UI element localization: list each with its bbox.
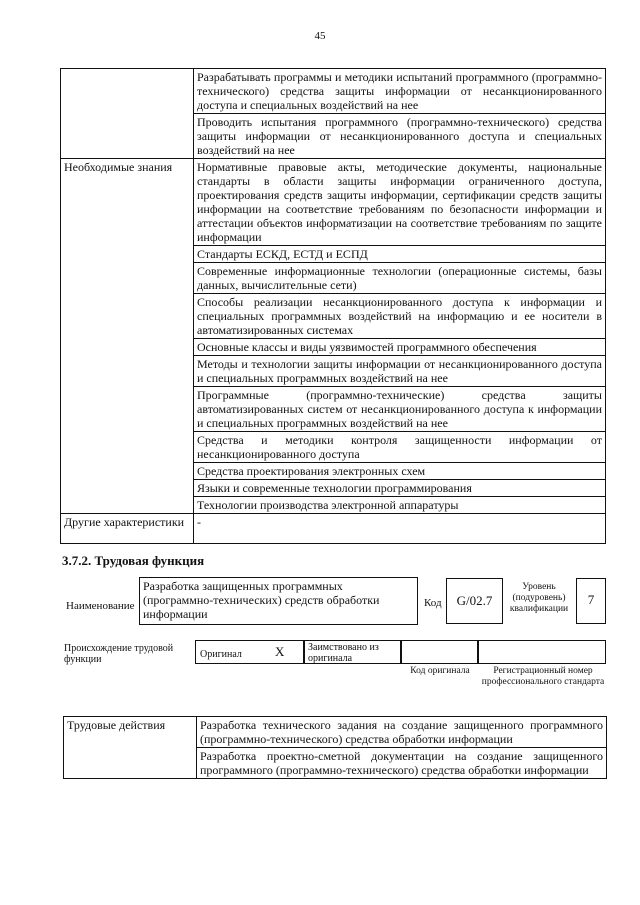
row-label-actions: Трудовые действия [64,717,197,779]
row-text: Основные классы и виды уязвимостей программного обеспечения [194,339,606,356]
code-label: Код [424,597,442,609]
page-number: 45 [314,30,326,42]
original-label: Оригинал [200,649,242,660]
labor-actions-table [63,716,607,779]
table-row [61,159,606,246]
code-original-caption: Код оригинала [410,666,470,676]
function-code-box: G/02.7 [446,578,503,624]
original-box [195,640,304,664]
row-text: Методы и технологии защиты информации от несанкционированного доступа и специальных программных воздействий на нее [194,356,606,387]
row-label-knowledge: Необходимые знания [61,159,194,514]
table-row [61,514,606,544]
section-title: 3.7.2. Трудовая функция [62,553,205,568]
skills-knowledge-table [60,68,606,544]
row-text: Современные информационные технологии (операционные системы, базы данных, вычислительные сети) [194,263,606,294]
row-text: Программные (программно-технические) средства защиты автоматизированных систем от несанкционированного доступа к информации и специальных программных воздействий на нее [194,387,606,432]
row-text: Средства проектирования электронных схем [194,463,606,480]
name-label: Наименование [66,600,135,612]
row-label-other: Другие характеристики [61,514,194,544]
origin-label: Происхождение трудовой функции [64,643,174,665]
row-text: Проводить испытания программного (программно-технического) средства защиты информации от несанкционированного доступа и специальных воздействий на нее [194,114,606,159]
row-text: - [194,514,606,544]
row-text: Разрабатывать программы и методики испытаний программного (программно-технического) средства защиты информации от несанкционированного доступа и специальных воздействий на нее [194,69,606,114]
row-text: Стандарты ЕСКД, ЕСТД и ЕСПД [194,246,606,263]
row-text: Нормативные правовые акты, методические документы, национальные стандарты в области защиты информации ограниченного доступа, проектирования средств защиты информации, сертификации средств защиты информации на соответствие требованиям по безопасности информации и аттестации объектов информатизации на соответствие требованиям по защите информации [194,159,606,246]
reg-number-box[interactable] [478,640,606,664]
row-text: Способы реализации несанкционированного доступа к информации и специальных программных воздействий на информацию и ее носители в автоматизированных системах [194,294,606,339]
level-label: Уровень (подуровень) квалификации [509,582,569,614]
function-name-box: Разработка защищенных программных (программно-технических) средств обработки информации [139,577,418,625]
row-text: Разработка технического задания на создание защищенного программного (программно-технического) средства обработки информации [197,717,607,748]
reg-number-caption: Регистрационный номер профессионального стандарта [481,666,605,687]
row-text: Технологии производства электронной аппаратуры [194,497,606,514]
original-mark: X [275,644,285,659]
table-row [61,69,606,114]
table-row [64,717,607,748]
row-text: Языки и современные технологии программирования [194,480,606,497]
row-text: Средства и методики контроля защищенности информации от несанкционированного доступа [194,432,606,463]
row-text: Разработка проектно-сметной документации на создание защищенного программного (программно-технического) средства обработки информации [197,748,607,779]
original-code-box[interactable] [401,640,478,664]
row-label [61,69,194,159]
level-box: 7 [576,578,606,624]
borrowed-box: Заимствовано из оригинала [304,640,401,664]
